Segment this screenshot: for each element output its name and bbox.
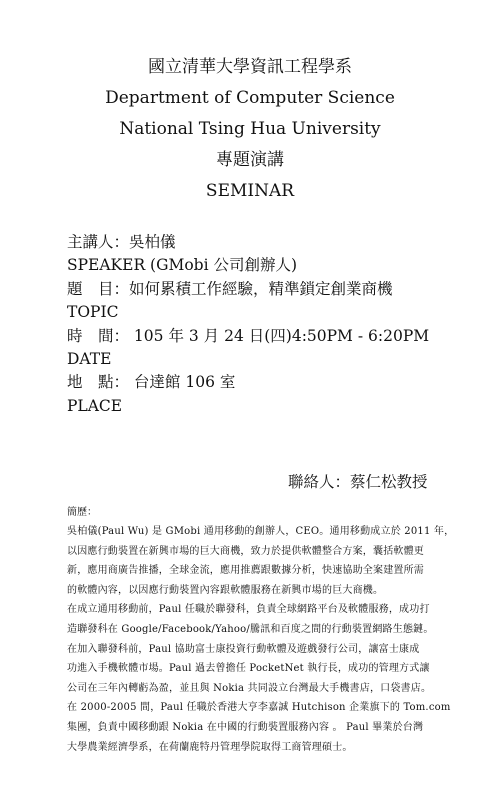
biography-heading: 簡歷： — [67, 507, 97, 518]
speaker-biography — [67, 503, 455, 757]
biography-line: 在加入聯發科前，Paul 協助富士康投資行動軟體及遊戲發行公司，讓富士康成 — [67, 643, 420, 655]
biography-line: 吳柏儀(Paul Wu) 是 GMobi 通用移動的創辦人，CEO。通用移動成立於 2011 年， — [67, 526, 455, 537]
biography-line: 的軟體內容，以因應行動裝置內容跟軟體服務在新興市場的巨大商機。 — [67, 584, 384, 596]
biography-line: 在 2000-2005 間，Paul 任職於香港大亨李嘉誠 Hutchison 企業旗下的 Tom.com — [67, 702, 451, 714]
place-english: PLACE — [67, 396, 123, 415]
biography-line: 新，應用商廣告推播，全球金流，應用推薦跟數據分析，快速協助全案建置所需 — [67, 565, 424, 577]
biography-line: 集團，負責中國移動跟 Nokia 在中國的行動裝置服務內容 。 Paul 畢業於台灣 — [67, 721, 424, 733]
biography-line: 大學農業經濟學系，在荷蘭鹿特丹管理學院取得工商管理碩士。 — [67, 741, 353, 753]
speaker-chinese: 主講人：吳柏儀 — [67, 233, 176, 251]
speaker-english: SPEAKER (GMobi 公司創辦人) — [67, 256, 298, 275]
date-chinese: 時 間： 105 年 3 月 24 日(四)4:50PM - 6:20PM — [67, 326, 430, 345]
topic-chinese: 題 目：如何累積工作經驗，精準鎖定創業商機 — [67, 279, 393, 298]
biography-line: 造聯發科在 Google/Facebook/Yahoo/騰訊和百度之間的行動裝置網路生態鏈。 — [67, 623, 434, 635]
biography-line: 在成立通用移動前，Paul 任職於聯發科，負責全球網路平台及軟體服務，成功打 — [67, 604, 430, 616]
event-english-title: SEMINAR — [205, 181, 295, 201]
event-chinese-title: 專題演講 — [216, 150, 284, 170]
seminar-info-block — [67, 231, 487, 418]
biography-line: 公司在三年內轉虧為盈，並且與 Nokia 共同設立台灣最大手機書店，口袋書店。 — [67, 682, 432, 694]
department-english-title: Department of Computer Science — [105, 88, 395, 108]
department-chinese-title: 國立清華大學資訊工程學系 — [148, 57, 352, 77]
announcement-header — [0, 52, 500, 207]
university-english-title: National Tsing Hua University — [119, 119, 381, 139]
biography-line: 功進入手機軟體市場。Paul 過去曾擔任 PocketNet 執行長，成功的管理方式讓 — [67, 663, 430, 675]
date-english: DATE — [67, 350, 112, 369]
topic-english: TOPIC — [67, 303, 119, 322]
contact-person: 聯絡人：蔡仁松教授 — [288, 473, 428, 491]
biography-line: 以因應行動裝置在新興市場的巨大商機，致力於提供軟體整合方案，囊括軟體更 — [67, 545, 424, 557]
place-chinese: 地 點： 台達館 106 室 — [67, 373, 236, 392]
